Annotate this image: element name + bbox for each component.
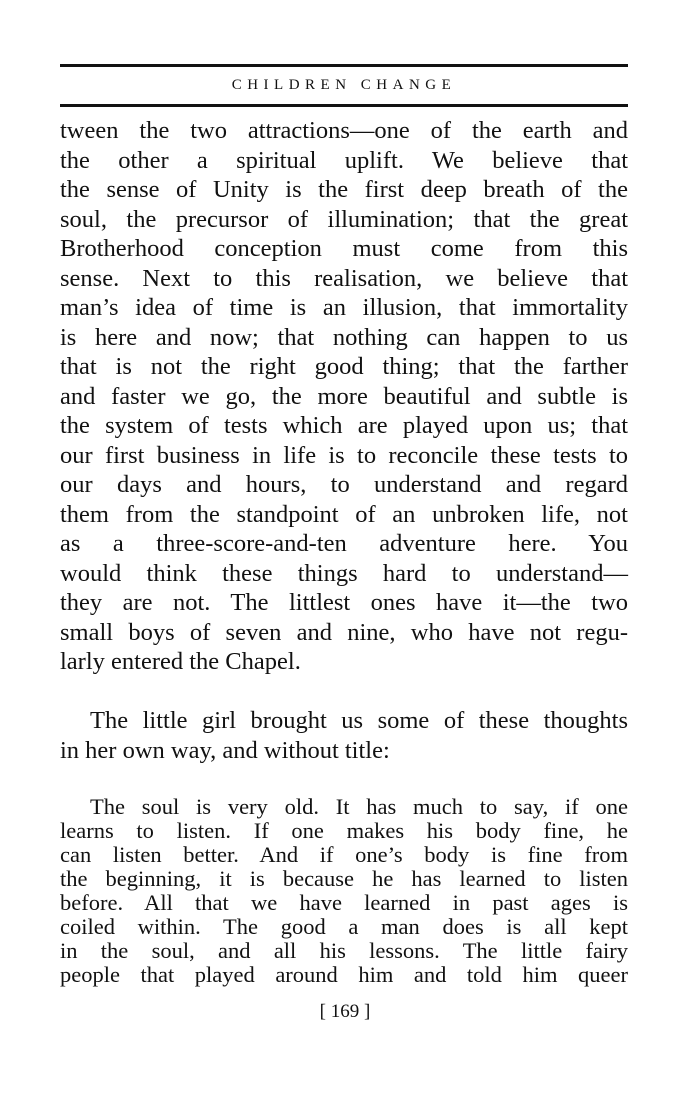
header-rule-bottom [60, 104, 628, 107]
text-line: before. All that we have learned in past ages is [60, 890, 628, 915]
header-rule-top [60, 64, 628, 67]
text-line: small boys of seven and nine, who have not regu- [60, 619, 628, 646]
text-line: they are not. The littlest ones have it—the two [60, 589, 628, 616]
text-line: our first business in life is to reconcile these tests to [60, 442, 628, 469]
text-line: coiled within. The good a man does is all kept [60, 914, 628, 939]
text-line: them from the standpoint of an unbroken life, not [60, 501, 628, 528]
text-line: soul, the precursor of illumination; that the great [60, 206, 628, 233]
running-head: CHILDREN CHANGE [231, 77, 457, 93]
text-line: learns to listen. If one makes his body fine, he [60, 818, 628, 843]
text-line: and faster we go, the more beautiful and subtle is [60, 383, 628, 410]
text-line: The little girl brought us some of these thoughts [90, 707, 628, 734]
text-line: people that played around him and told him queer [60, 962, 628, 987]
text-line: the sense of Unity is the first deep breath of the [60, 176, 628, 203]
text-line: man’s idea of time is an illusion, that immortality [60, 294, 628, 321]
text-line: the system of tests which are played upon us; that [60, 412, 628, 439]
text-line: tween the two attractions—one of the earth and [60, 117, 628, 144]
text-line: as a three-score-and-ten adventure here. You [60, 530, 628, 557]
text-line: can listen better. And if one’s body is fine from [60, 842, 628, 867]
page-number: [ 169 ] [319, 1001, 371, 1022]
text-line: sense. Next to this realisation, we believe that [60, 265, 628, 292]
text-line: in her own way, and without title: [60, 737, 390, 764]
text-line: in the soul, and all his lessons. The little fairy [60, 938, 628, 963]
text-line: The soul is very old. It has much to say, if one [90, 794, 628, 819]
text-line: would think these things hard to understand— [60, 560, 628, 587]
text-line: is here and now; that nothing can happen to us [60, 324, 628, 351]
text-line: the other a spiritual uplift. We believe that [60, 147, 628, 174]
text-line: our days and hours, to understand and regard [60, 471, 628, 498]
text-line: larly entered the Chapel. [60, 648, 301, 675]
text-line: that is not the right good thing; that the farther [60, 353, 628, 380]
text-line: the beginning, it is because he has learned to listen [60, 866, 628, 891]
text-line: Brotherhood conception must come from this [60, 235, 628, 262]
